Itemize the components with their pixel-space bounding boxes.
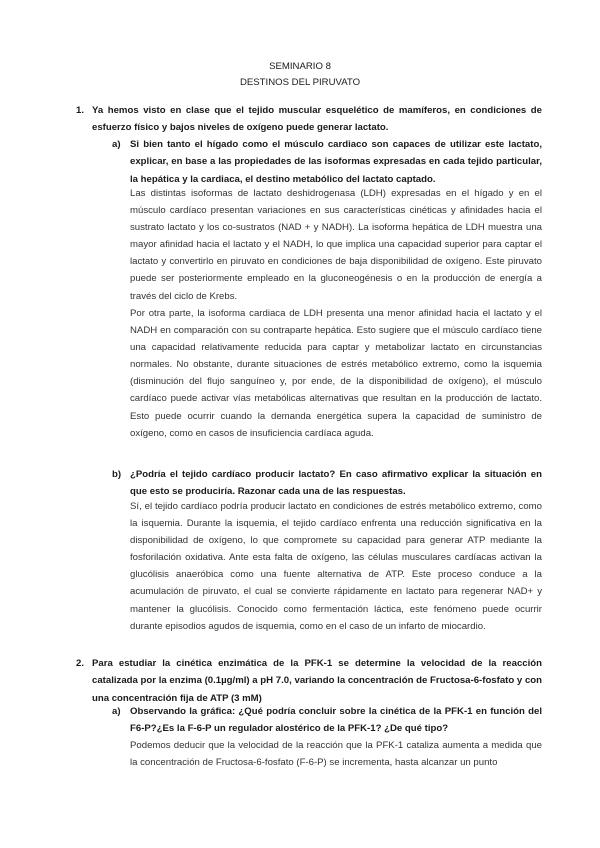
- question-1a-text: Si bien tanto el hígado como el músculo cardiaco son capaces de utilizar este lactato, explicar, en base a las propiedades de las isoformas expresadas en cada tejido particular, la hepática y la cardiaca, el destino metabólico del lactato captado.: [130, 139, 542, 185]
- question-1b-label: b): [112, 469, 122, 480]
- question-1-text: Ya hemos visto en clase que el tejido muscular esquelético de mamíferos, en condiciones de esfuerzo físico y bajos niveles de oxígeno puede generar lactato.: [92, 105, 542, 134]
- answer-1a-paragraph-2: Por otra parte, la isoforma cardiaca de LDH presenta una menor afinidad hacia el lactato y el NADH en comparación con su contraparte hepática. Esto sugiere que el músculo cardíaco tiene una capacidad relativamente reducida para captar y metabolizar lactato en circunstancias normales. No obstante, durante situaciones de estrés metabólico extremo, como la isquemia (disminución del flujo sanguíneo y, por ende, de la disponibilidad de oxígeno), el músculo cardíaco puede activar vías metabólicas alternativas que resultan en la producción de lactato. Esto puede ocurrir cuando la demanda energética supera la capacidad de suministro de oxígeno, como en casos de insuficiencia cardíaca aguda.: [130, 308, 542, 439]
- answer-1b: Sí, el tejido cardíaco podría producir lactato en condiciones de estrés metabólico extremo, como la isquemia. Durante la isquemia, el tejido cardíaco enfrenta una reducción significativa en la disponibilidad de oxígeno, lo que compromete su capacidad para generar ATP mediante la fosforilación oxidativa. Ante esta falta de oxígeno, las células musculares cardíacas activan la glucólisis anaeróbica como una fuente alternativa de ATP. Este proceso conduce a la acumulación de piruvato, el cual se convierte rápidamente en lactato para regenerar NAD+ y mantener la glucólisis. Conocido como fermentación láctica, este fenómeno puede ocurrir durante episodios agudos de isquemia, como en el caso de un infarto de miocardio.: [130, 501, 542, 632]
- question-1-number: 1.: [76, 105, 85, 116]
- answer-1a-paragraph-1: Las distintas isoformas de lactato deshidrogenasa (LDH) expresadas en el hígado y en el músculo cardíaco presentan variaciones en sus características cinéticas y afinidades hacia el sustrato lactato y los co-sustratos (NAD + y NADH). La isoforma hepática de LDH muestra una mayor afinidad hacia el lactato y el NADH, lo que implica una capacidad superior para captar el lactato y convertirlo en piruvato en condiciones de baja disponibilidad de oxígeno. Este piruvato puede ser posteriormente empleado en la gluconeogénesis o en la producción de energía a través del ciclo de Krebs.: [130, 188, 542, 302]
- document-subtitle: DESTINOS DEL PIRUVATO: [239, 77, 361, 88]
- question-2a-text: Observando la gráfica: ¿Qué podría concluir sobre la cinética de la PFK-1 en función del F6-P?¿Es la F-6-P un regulador alostérico de la PFK-1? ¿De qué tipo?: [130, 706, 542, 735]
- question-2a-label: a): [112, 706, 121, 717]
- document-title: SEMINARIO 8: [269, 61, 331, 72]
- question-2-number: 2.: [76, 658, 85, 669]
- question-1b-text: ¿Podría el tejido cardíaco producir lactato? En caso afirmativo explicar la situación en que esto se produciría. Razonar cada una de las respuestas.: [130, 469, 542, 498]
- answer-2a: Podemos deducir que la velocidad de la reacción que la PFK-1 cataliza aumenta a medida que la concentración de Fructosa-6-fosfato (F-6-P) se incrementa, hasta alcanzar un punto: [130, 740, 542, 769]
- question-2-text: Para estudiar la cinética enzimática de la PFK-1 se determine la velocidad de la reacción catalizada por la enzima (0.1µg/ml) a pH 7.0, variando la concentración de Fructosa-6-fosfato y con una concentración fija de ATP (3 mM): [92, 658, 542, 704]
- question-1a-label: a): [112, 139, 121, 150]
